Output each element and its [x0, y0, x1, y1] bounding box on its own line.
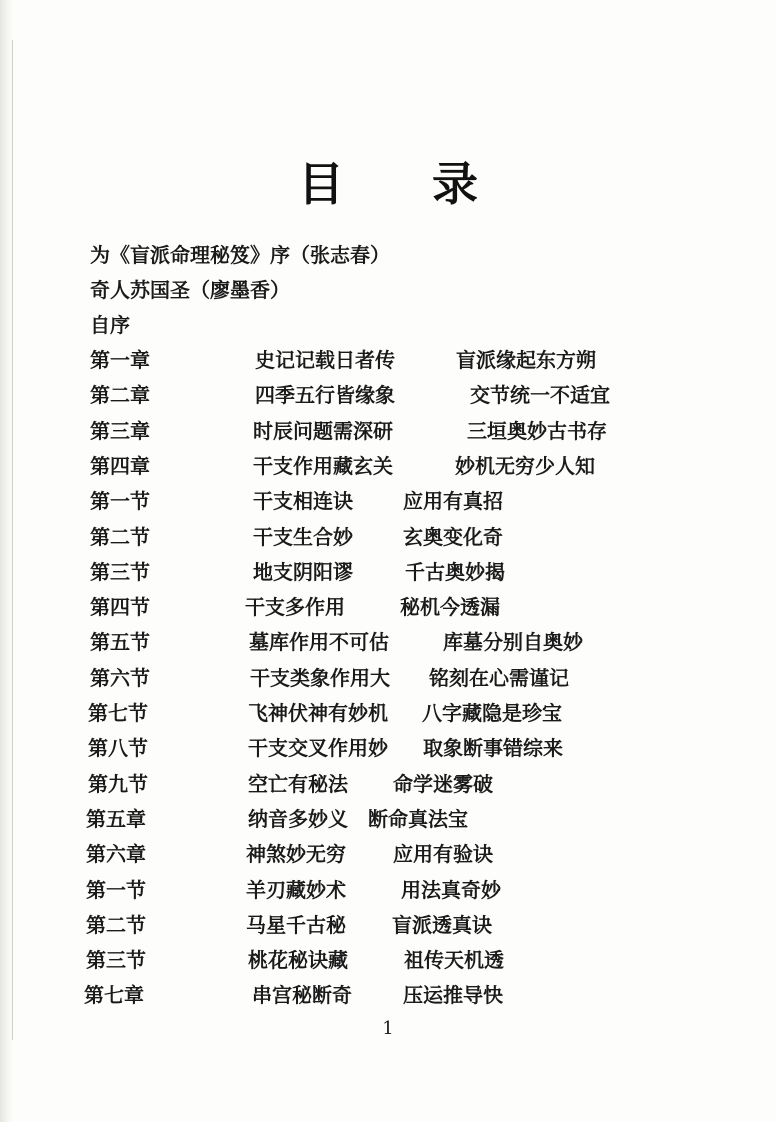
toc-chapter-label: 第三节	[90, 559, 150, 584]
toc-title-part2: 用法真奇妙	[401, 877, 501, 902]
toc-title-part1: 地支阴阳谬	[253, 559, 353, 584]
toc-title-part2: 盲派透真诀	[392, 912, 492, 937]
toc-chapter-label: 第二节	[90, 524, 150, 549]
toc-title-part2: 库墓分别自奥妙	[443, 630, 583, 655]
toc-title-part1: 干支类象作用大	[250, 665, 390, 690]
toc-chapter-label: 第四章	[90, 453, 150, 478]
toc-title-part1: 干支作用藏玄关	[253, 453, 393, 478]
toc-chapter-label: 第三章	[90, 418, 150, 443]
toc-title-part2: 交节统一不适宜	[470, 383, 610, 408]
toc-title-part1: 神煞妙无穷	[246, 842, 346, 867]
toc-title-part2: 应用有验诀	[393, 842, 493, 867]
page-number: 1	[382, 1018, 394, 1039]
toc-title-part2: 玄奥变化奇	[403, 524, 503, 549]
toc-title-part2: 应用有真招	[403, 489, 503, 514]
toc-chapter-label: 第七章	[84, 983, 144, 1008]
toc-title-part2: 命学迷雾破	[393, 771, 493, 796]
toc-chapter-label: 第六节	[90, 665, 150, 690]
toc-chapter-label: 第九节	[88, 771, 148, 796]
toc-title-part1: 干支生合妙	[253, 524, 353, 549]
toc-title-part1: 串宫秘断奇	[252, 983, 352, 1008]
toc-title-part2: 八字藏隐是珍宝	[422, 701, 562, 725]
toc-title-part1: 四季五行皆缘象	[255, 383, 395, 408]
toc-chapter-label: 第三节	[86, 948, 146, 973]
toc-title-part2: 秘机今透漏	[400, 595, 500, 620]
toc-title-part1: 干支交叉作用妙	[248, 736, 388, 761]
toc-title-part2: 取象断事错综来	[423, 736, 563, 761]
toc-chapter-label: 第一节	[90, 489, 150, 514]
preface-item: 为《盲派命理秘笈》序（张志春）	[90, 243, 390, 267]
toc-chapter-label: 第二节	[86, 912, 146, 937]
toc-title-part2: 盲派缘起东方朔	[456, 348, 596, 372]
toc-title-part1: 飞神伏神有妙机	[248, 701, 388, 725]
toc-title-part1: 时辰问题需深研	[253, 418, 393, 443]
toc-title-part2: 三垣奥妙古书存	[467, 418, 607, 443]
preface-item: 自序	[90, 313, 130, 337]
toc-title-part1: 马星千古秘	[246, 912, 346, 937]
toc-title-part1: 干支相连诀	[253, 489, 353, 514]
toc-chapter-label: 第七节	[88, 701, 148, 725]
toc-title-part1: 纳音多妙义	[248, 806, 348, 831]
toc-title-part2: 铭刻在心需谨记	[429, 665, 569, 690]
toc-chapter-label: 第八节	[88, 736, 148, 761]
toc-title-part2: 压运推导快	[403, 983, 503, 1008]
toc-title-part2: 妙机无穷少人知	[455, 453, 595, 478]
preface-item: 奇人苏国圣（廖墨香）	[90, 278, 290, 302]
toc-chapter-label: 第四节	[90, 595, 150, 620]
toc-chapter-label: 第五节	[90, 630, 150, 655]
page-title: 目 录	[297, 157, 514, 211]
toc-title-part1: 史记记载日者传	[255, 348, 395, 372]
toc-title-part1: 空亡有秘法	[248, 771, 348, 796]
toc-chapter-label: 第二章	[90, 383, 150, 408]
toc-chapter-label: 第六章	[86, 842, 146, 867]
toc-title-part1: 桃花秘诀藏	[248, 948, 348, 973]
toc-title-part2: 断命真法宝	[368, 806, 468, 831]
toc-chapter-label: 第一节	[86, 877, 146, 902]
toc-title-part2: 祖传天机透	[404, 948, 504, 973]
toc-chapter-label: 第一章	[90, 348, 150, 372]
toc-title-part2: 千古奥妙揭	[405, 559, 505, 584]
toc-title-part1: 羊刃藏妙术	[246, 877, 346, 902]
toc-title-part1: 干支多作用	[245, 595, 345, 620]
toc-title-part1: 墓库作用不可估	[249, 630, 389, 655]
toc-chapter-label: 第五章	[86, 806, 146, 831]
